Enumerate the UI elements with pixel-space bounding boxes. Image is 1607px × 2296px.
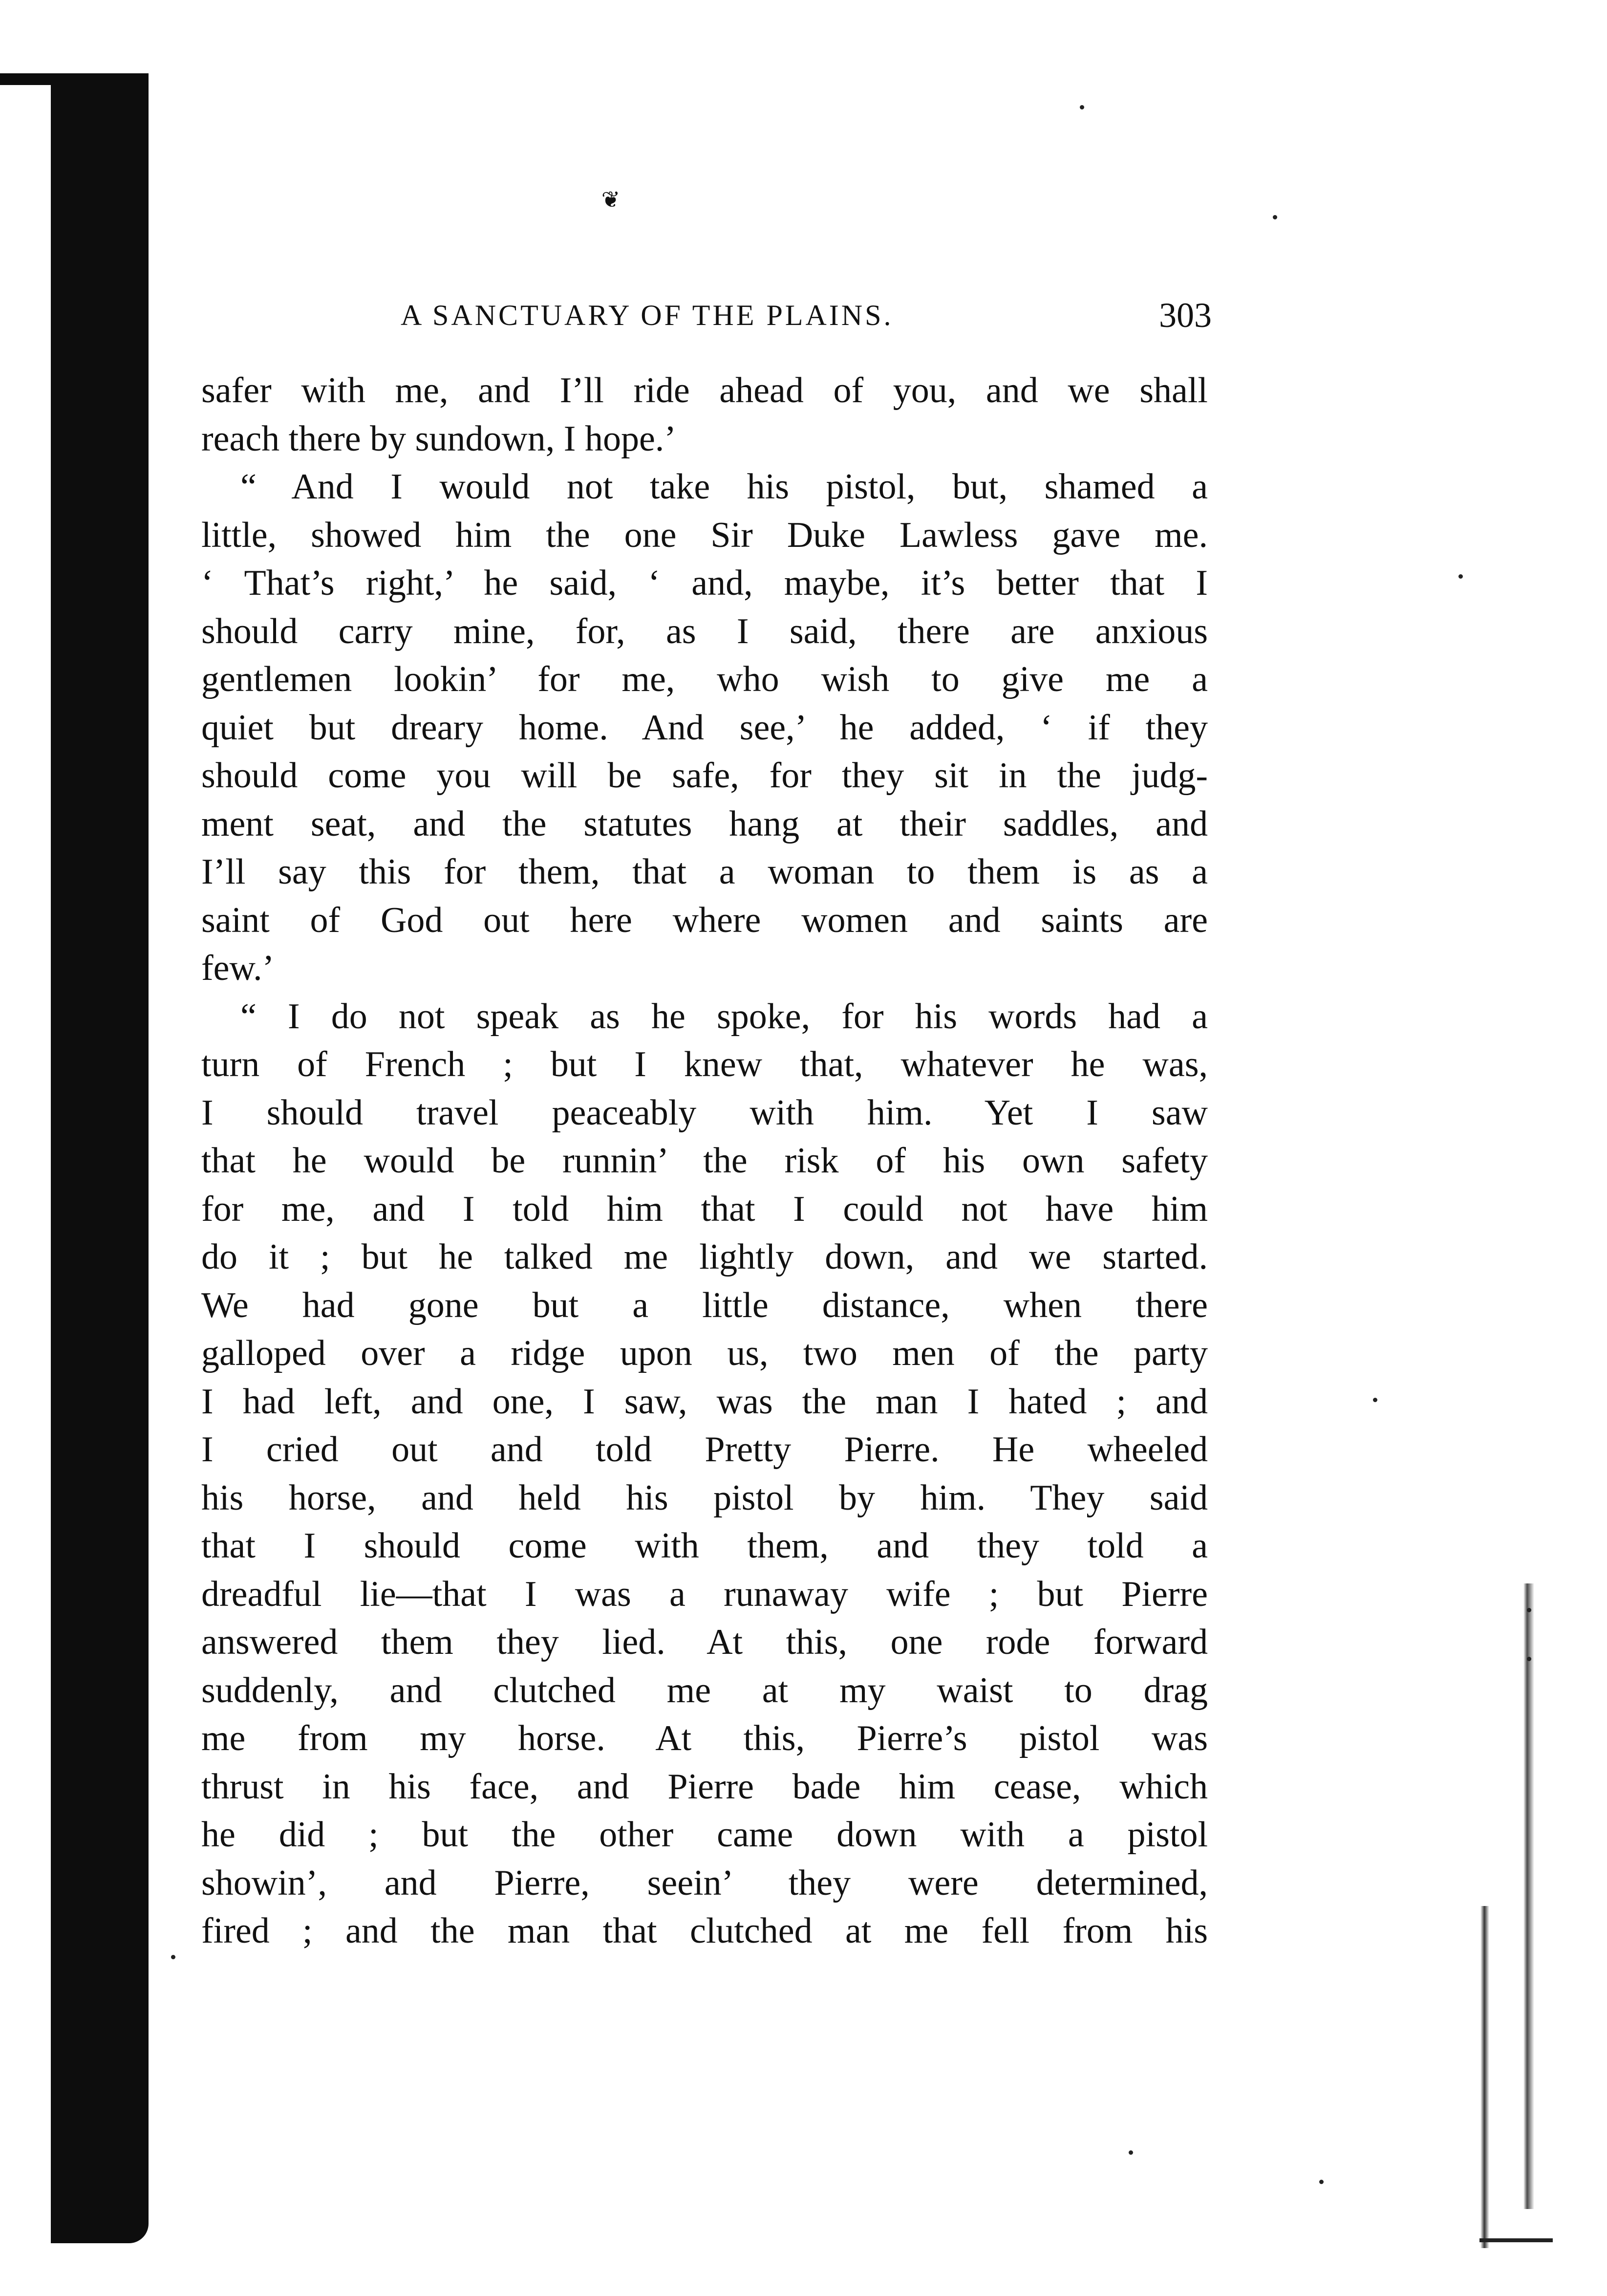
text-line: “ And I would not take his pistol, but, shamed a xyxy=(240,467,1208,507)
body-text xyxy=(201,367,1208,1955)
text-line: should come you will be safe, for they sit in the judg- xyxy=(201,756,1208,796)
text-line: me from my horse. At this, Pierre’s pistol was xyxy=(201,1718,1208,1758)
running-head xyxy=(401,296,1212,335)
scan-speck xyxy=(1458,574,1463,579)
scan-speck xyxy=(1373,1398,1377,1402)
text-line: dreadful lie—that I was a runaway wife ; but Pierre xyxy=(201,1574,1208,1614)
text-line: We had gone but a little distance, when there xyxy=(201,1285,1208,1325)
text-line: ‘ That’s right,’ he said, ‘ and, maybe, it’s better that I xyxy=(201,563,1208,603)
scan-speck xyxy=(1527,1657,1531,1661)
text-line: quiet but dreary home. And see,’ he added, ‘ if they xyxy=(201,707,1208,748)
text-line: his horse, and held his pistol by him. They said xyxy=(201,1477,1208,1518)
page-edge-shadow xyxy=(1523,1583,1534,2209)
scan-speck xyxy=(171,1955,175,1959)
text-line: safer with me, and I’ll ride ahead of you, and we shall xyxy=(201,370,1208,411)
fleuron-icon: ❦ xyxy=(601,187,621,212)
text-line: he did ; but the other came down with a pistol xyxy=(201,1815,1208,1855)
text-line: for me, and I told him that I could not have him xyxy=(201,1189,1208,1229)
scan-speck xyxy=(1080,105,1084,109)
text-line: showin’, and Pierre, seein’ they were determined, xyxy=(201,1863,1208,1903)
text-line: do it ; but he talked me lightly down, and we started. xyxy=(201,1237,1208,1277)
scan-speck xyxy=(1527,1608,1531,1612)
text-line: ment seat, and the statutes hang at their saddles, and xyxy=(201,803,1208,844)
text-line: suddenly, and clutched me at my waist to drag xyxy=(201,1670,1208,1711)
text-line: few.’ xyxy=(201,948,275,988)
text-line: reach there by sundown, I hope.’ xyxy=(201,418,676,459)
binding-shadow xyxy=(51,73,149,2243)
text-line: little, showed him the one Sir Duke Lawless gave me. xyxy=(201,515,1208,555)
scan-speck xyxy=(1129,2150,1133,2155)
text-line: saint of God out here where women and saints are xyxy=(201,900,1208,940)
page-number: 303 xyxy=(1159,296,1212,335)
text-line: galloped over a ridge upon us, two men of the party xyxy=(201,1333,1208,1373)
text-line: should carry mine, for, as I said, there are anxious xyxy=(201,611,1208,651)
text-line: I’ll say this for them, that a woman to them is as a xyxy=(201,852,1208,892)
page-edge-shadow xyxy=(1480,1906,1489,2248)
text-line: that he would be runnin’ the risk of his own safety xyxy=(201,1141,1208,1181)
text-line: I had left, and one, I saw, was the man I hated ; and xyxy=(201,1381,1208,1422)
text-line: I should travel peaceably with him. Yet I saw xyxy=(201,1092,1208,1133)
running-title: A SANCTUARY OF THE PLAINS. xyxy=(401,299,894,331)
text-line: gentlemen lookin’ for me, who wish to give me a xyxy=(201,659,1208,699)
text-line: turn of French ; but I knew that, whatever he was, xyxy=(201,1044,1208,1084)
page-edge-shadow xyxy=(1479,2238,1553,2242)
text-line: thrust in his face, and Pierre bade him cease, which xyxy=(201,1766,1208,1807)
scan-speck xyxy=(1319,2180,1324,2184)
text-line: fired ; and the man that clutched at me fell from his xyxy=(201,1911,1208,1951)
text-line: answered them they lied. At this, one rode forward xyxy=(201,1622,1208,1662)
scan-speck xyxy=(1273,215,1277,219)
text-line: that I should come with them, and they told a xyxy=(201,1526,1208,1566)
text-line: I cried out and told Pretty Pierre. He wheeled xyxy=(201,1430,1208,1470)
text-line: “ I do not speak as he spoke, for his words had a xyxy=(240,996,1208,1037)
